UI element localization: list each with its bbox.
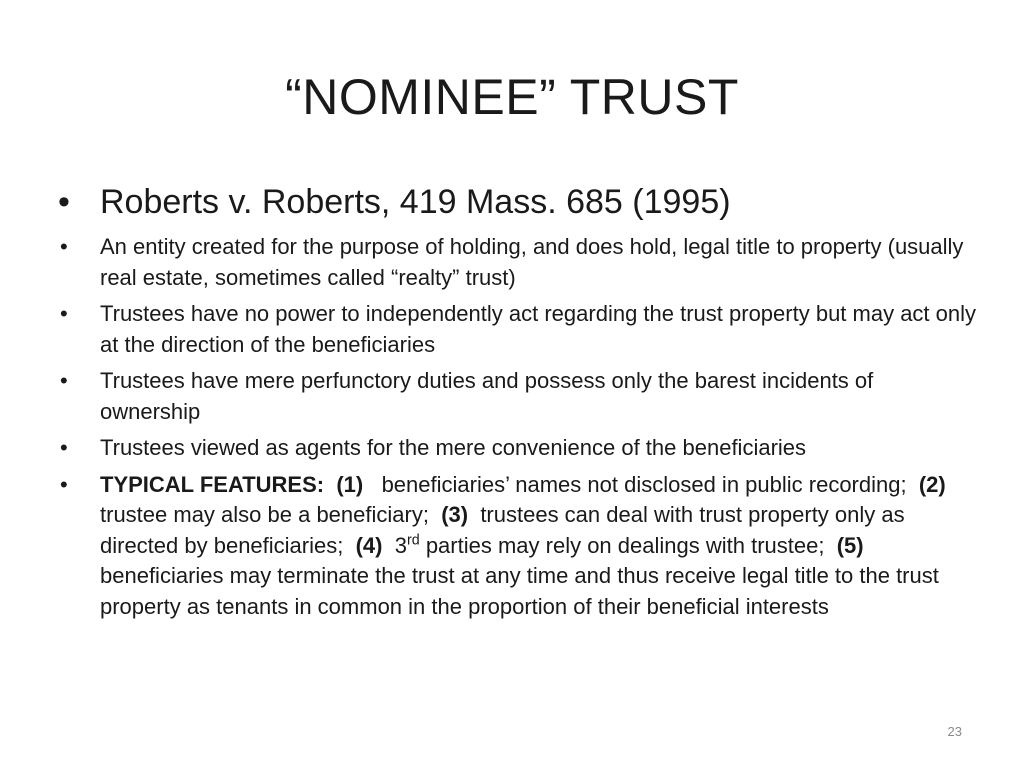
- page-number: 23: [947, 724, 962, 739]
- bullet-list: [56, 180, 976, 628]
- feature-text: parties may rely on dealings with trustee;: [425, 532, 825, 558]
- bullet-icon: •: [60, 435, 68, 460]
- bullet-text: Trustees have no power to independently act regarding the trust property but may act only at the direction of the beneficiaries: [100, 301, 977, 357]
- bullet-item-trustee-duties: [56, 366, 976, 427]
- bullet-item-trustee-power: [56, 299, 976, 360]
- bullet-item-trustee-agents: [56, 433, 976, 464]
- feature-ordinal-suffix: rd: [406, 532, 420, 549]
- bullet-icon: •: [60, 368, 68, 393]
- bullet-text: Trustees viewed as agents for the mere convenience of the beneficiaries: [100, 435, 807, 460]
- feature-number: (1): [336, 471, 364, 497]
- feature-text-ordinal: 3: [394, 532, 407, 558]
- bullet-item-entity: [56, 232, 976, 293]
- feature-number: (2): [918, 471, 946, 497]
- slide-title: “NOMINEE” TRUST: [285, 69, 739, 125]
- bullet-text: Trustees have mere perfunctory duties and possess only the barest incidents of ownership: [100, 368, 874, 424]
- bullet-item-typical-features: [56, 470, 976, 623]
- bullet-icon: •: [60, 301, 68, 326]
- feature-number: (3): [441, 502, 469, 527]
- features-heading: TYPICAL FEATURES:: [100, 471, 325, 497]
- bullet-icon: •: [60, 234, 68, 259]
- bullet-icon: •: [60, 471, 68, 497]
- feature-text: trustee may also be a beneficiary;: [100, 502, 429, 527]
- bullet-item-case-citation: [56, 180, 976, 224]
- feature-number: (4): [355, 532, 383, 558]
- feature-text: trustees can deal with trust property only as directed by beneficiaries;: [100, 502, 905, 558]
- feature-text: beneficiaries may terminate the trust at any time and thus receive legal title to the trust property as tenants in common in the proportion of their beneficial interests: [100, 563, 939, 619]
- bullet-text: Roberts v. Roberts, 419 Mass. 685 (1995): [100, 183, 731, 221]
- feature-number: (5): [836, 532, 864, 558]
- bullet-icon: •: [58, 183, 70, 221]
- bullet-text: An entity created for the purpose of holding, and does hold, legal title to property (usually real estate, sometimes called “realty” trust): [100, 234, 964, 290]
- feature-text: beneficiaries’ names not disclosed in public recording;: [381, 471, 907, 497]
